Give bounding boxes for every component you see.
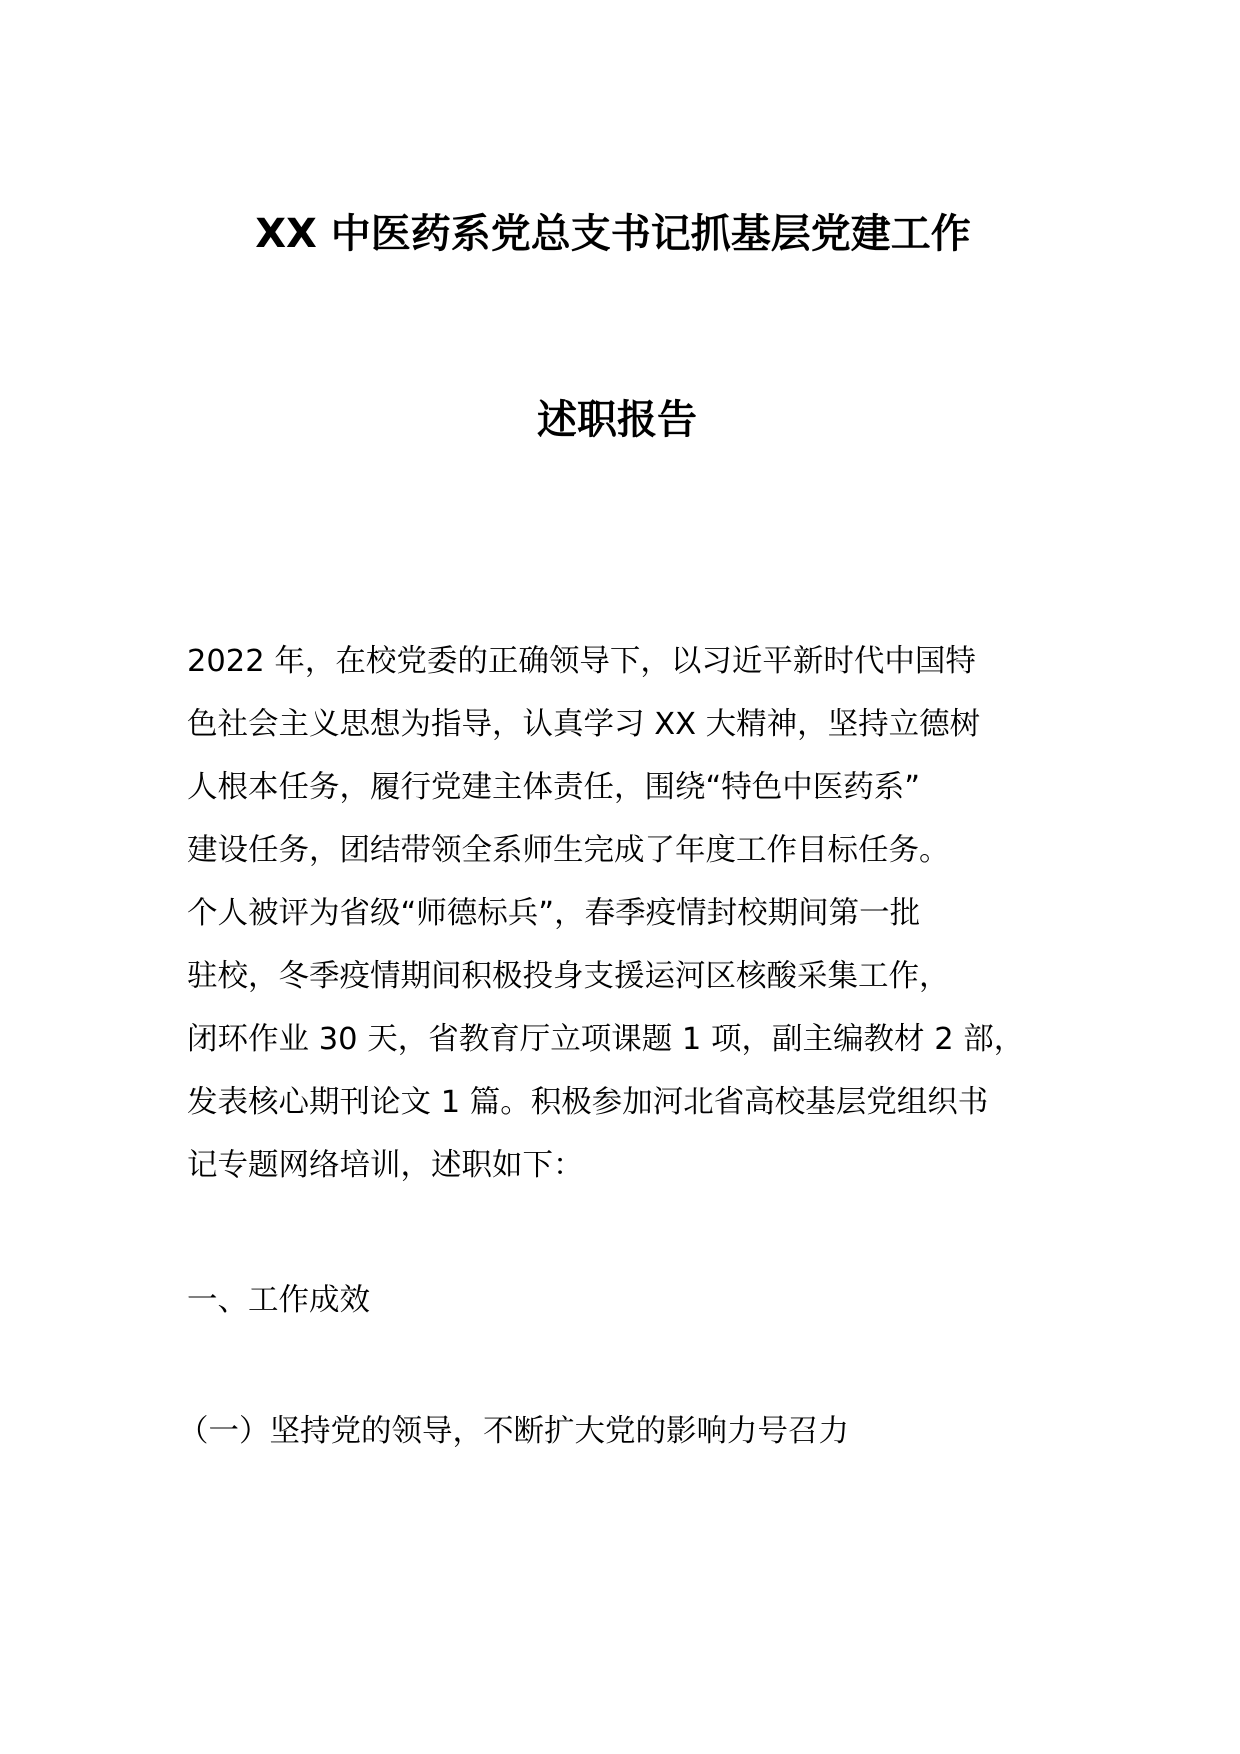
subsection-heading: （一）坚持党的领导，不断扩大党的影响力号召力	[178, 1414, 849, 1449]
paragraph-line: 人根本任务，履行党建主体责任，围绕“特色中医药系”	[187, 770, 921, 805]
document-title-line-1: XX 中医药系党总支书记抓基层党建工作	[255, 211, 971, 257]
paragraph-line: 2022 年，在校党委的正确领导下，以习近平新时代中国特	[187, 644, 976, 679]
section-heading: 一、工作成效	[187, 1283, 370, 1318]
paragraph-line: 个人被评为省级“师德标兵”，春季疫情封校期间第一批	[187, 896, 921, 931]
paragraph-line: 发表核心期刊论文 1 篇。积极参加河北省高校基层党组织书	[187, 1085, 989, 1120]
paragraph-line: 记专题网络培训，述职如下：	[187, 1148, 584, 1183]
paragraph-line: 驻校，冬季疫情期间积极投身支援运河区核酸采集工作，	[187, 959, 950, 994]
paragraph-line: 闭环作业 30 天，省教育厅立项课题 1 项，副主编教材 2 部，	[187, 1022, 1025, 1057]
paragraph-line: 色社会主义思想为指导，认真学习 XX 大精神，坚持立德树	[187, 707, 981, 742]
paragraph-line: 建设任务，团结带领全系师生完成了年度工作目标任务。	[187, 833, 950, 868]
document-title-line-2: 述职报告	[537, 397, 697, 443]
